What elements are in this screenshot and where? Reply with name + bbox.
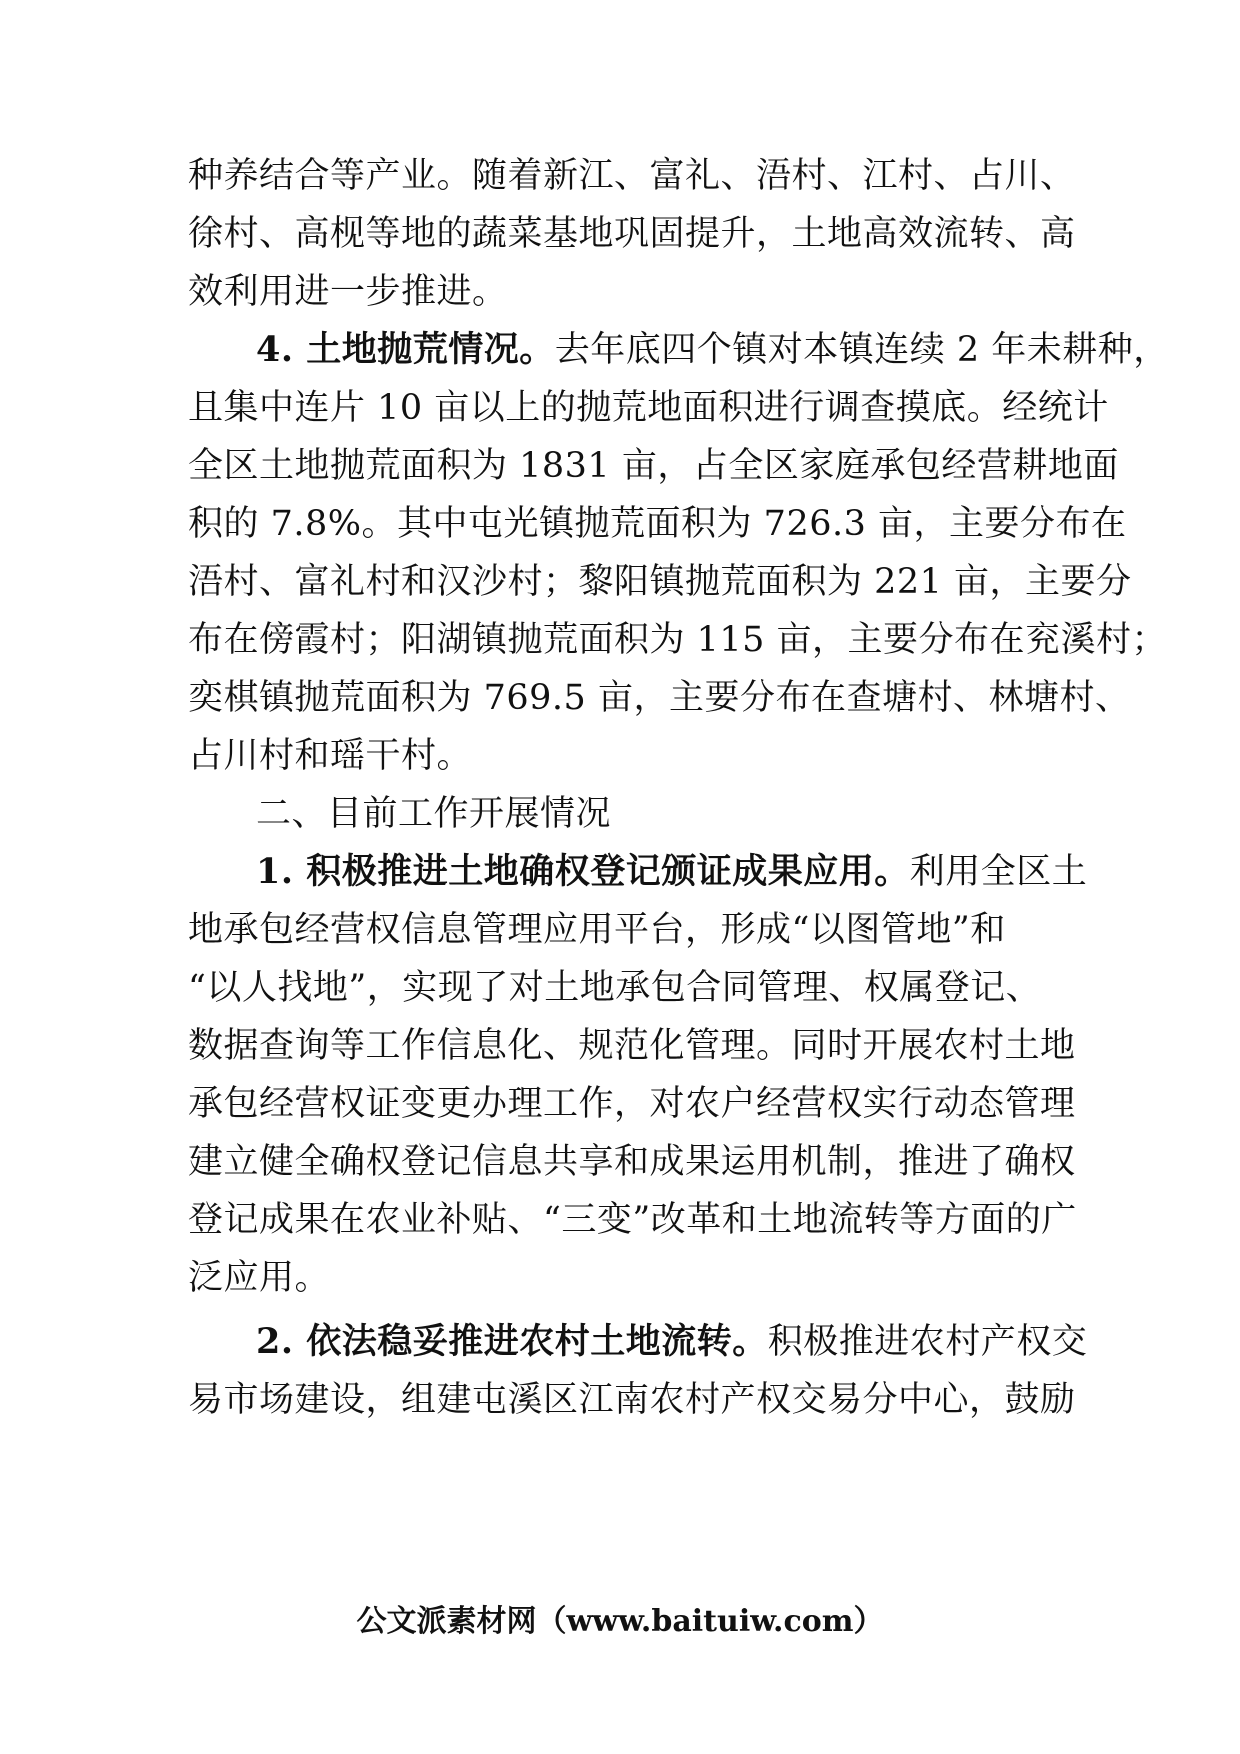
- line-text: 登记成果在农业补贴、“三变”改革和土地流转等方面的广: [188, 1200, 1077, 1240]
- body-line-22: [188, 1376, 1076, 1424]
- body-line-18: [188, 1138, 1076, 1186]
- body-line-16: [188, 1022, 1076, 1070]
- line-text: 承包经营权证变更办理工作，对农户经营权实行动态管理: [188, 1084, 1076, 1124]
- footer-text: 公文派素材网（www.baituiw.com）: [356, 1604, 884, 1639]
- body-line-8: [188, 558, 1132, 606]
- line-text: 数据查询等工作信息化、规范化管理。同时开展农村土地: [188, 1026, 1076, 1066]
- body-line-3: [188, 268, 508, 316]
- section-4-title: 4. 土地抛荒情况。: [256, 329, 555, 370]
- line-text: 利用全区土: [909, 852, 1088, 892]
- body-line-17: [188, 1080, 1076, 1128]
- body-line-2: [188, 210, 1076, 258]
- line-text: 占川村和瑶干村。: [188, 736, 473, 776]
- line-text: 泛应用。: [188, 1258, 331, 1298]
- line-text: 种养结合等产业。随着新江、富礼、浯村、江村、占川、: [188, 156, 1076, 196]
- body-line-5: [188, 384, 1109, 432]
- section-heading-2: [256, 790, 611, 838]
- body-line-9: [188, 616, 1167, 664]
- item-1-title: 1. 积极推进土地确权登记颁证成果应用。: [256, 851, 910, 892]
- line-text: 建立健全确权登记信息共享和成果运用机制，推进了确权: [188, 1142, 1076, 1182]
- line-text: 且集中连片 10 亩以上的抛荒地面积进行调查摸底。经统计: [188, 388, 1109, 428]
- footer-watermark: [0, 1600, 1240, 1644]
- line-text: 积极推进农村产权交: [767, 1322, 1088, 1362]
- body-line-19: [188, 1196, 1077, 1244]
- item-1-heading-line: [256, 848, 1087, 896]
- line-text: 奕棋镇抛荒面积为 769.5 亩，主要分布在查塘村、林塘村、: [188, 678, 1131, 718]
- body-line-7: [188, 500, 1127, 548]
- body-line-10: [188, 674, 1130, 722]
- line-text: 全区土地抛荒面积为 1831 亩，占全区家庭承包经营耕地面: [188, 446, 1119, 486]
- section-title: 二、目前工作开展情况: [256, 794, 612, 834]
- line-text: 效利用进一步推进。: [188, 272, 508, 312]
- item-2-title: 2. 依法稳妥推进农村土地流转。: [256, 1321, 768, 1362]
- line-text: “以人找地”，实现了对土地承包合同管理、权属登记、: [188, 968, 1042, 1008]
- line-text: 徐村、高枧等地的蔬菜基地巩固提升，土地高效流转、高: [188, 214, 1076, 254]
- body-line-20: [188, 1254, 330, 1302]
- item-2-heading-line: [256, 1318, 1087, 1366]
- line-text: 去年底四个镇对本镇连续 2 年未耕种，: [554, 330, 1169, 370]
- line-text: 浯村、富礼村和汉沙村；黎阳镇抛荒面积为 221 亩，主要分: [188, 562, 1132, 602]
- section-4-heading-line: [256, 326, 1169, 374]
- body-line-6: [188, 442, 1119, 490]
- line-text: 积的 7.8%。其中屯光镇抛荒面积为 726.3 亩，主要分布在: [188, 504, 1127, 544]
- body-line-15: [188, 964, 1041, 1012]
- body-line-11: [188, 732, 472, 780]
- body-line-1: [188, 152, 1076, 200]
- line-text: 易市场建设，组建屯溪区江南农村产权交易分中心，鼓励: [188, 1380, 1076, 1420]
- body-line-14: [188, 906, 1006, 954]
- line-text: 布在傍霞村；阳湖镇抛荒面积为 115 亩，主要分布在兖溪村；: [188, 620, 1168, 660]
- line-text: 地承包经营权信息管理应用平台，形成“以图管地”和: [188, 910, 1006, 950]
